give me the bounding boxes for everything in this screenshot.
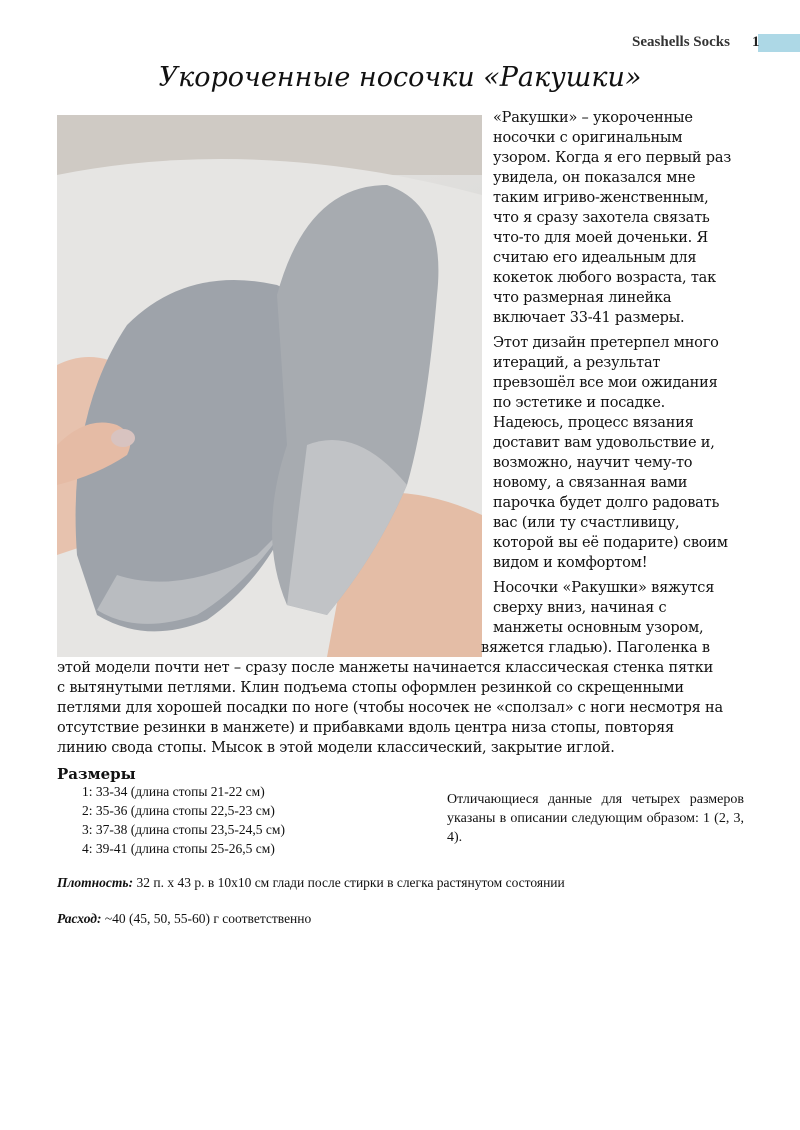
text-line: что размерная линейка [493,290,672,306]
text-line: носочки с оригинальным [493,130,683,146]
text-line: кокеток любого возраста, так [493,270,716,286]
text-line: по эстетике и посадке. [493,395,666,411]
text-line: что я сразу захотела связать [493,210,710,226]
text-line: парочка будет долго радовать [493,495,720,511]
text-line: этой модели почти нет – сразу после манжеты начинается классическая стенка пятки [57,660,714,676]
page-number: 1 [752,34,760,50]
text-line: вяжется гладью). Паголенка в [481,640,710,656]
text-line: что-то для моей доченьки. Я [493,230,708,246]
text-line: которой вы её подарите) своим [493,535,728,551]
sizes-note: Отличающиеся данные для четырех размеров указаны в описании следующим образом: 1 (2, 3, 4). [447,792,744,845]
text-line: «Ракушки» – укороченные [493,110,693,126]
text-line: возможно, научит чему-то [493,455,693,471]
yarn-value: ~40 (45, 50, 55-60) г соответственно [101,911,312,926]
text-line: таким игриво-женственным, [493,190,709,206]
text-line: линию свода стопы. Мысок в этой модели классический, закрытие иглой. [57,740,615,756]
text-line: отсутствие резинки в манжете) и прибавками вдоль центра низа стопы, повторяя [57,720,674,736]
yarn-line [57,911,311,927]
page-number-badge [742,34,800,52]
text-line: превзошёл все мои ожидания [493,375,718,391]
text-line: видом и комфортом! [493,555,648,571]
text-line: увидела, он показался мне [493,170,696,186]
text-line: с вытянутыми петлями. Клин подъема стопы оформлен резинкой со скрещенными [57,680,684,696]
text-line: петлями для хорошей посадки по ноге (чтобы носочек не «сползал» с ноги несмотря на [57,700,723,716]
page-title: Укороченные носочки «Ракушки» [158,62,642,93]
text-line: вас (или ту счастливицу, [493,515,680,531]
gauge-line [57,875,565,891]
text-line: доставит вам удовольствие и, [493,435,715,451]
text-line: новому, а связанная вами [493,475,688,491]
text-line: манжеты основным узором, [493,620,704,636]
text-line: Надеюсь, процесс вязания [493,415,694,431]
sizes-heading: Размеры [57,765,136,783]
size-item: 1: 33-34 (длина стопы 21-22 см) [82,784,265,799]
gauge-label: Плотность: [57,875,134,890]
text-line: считаю его идеальным для [493,250,697,266]
yarn-label: Расход: [57,911,102,926]
socks-photo [57,115,482,657]
text-line: Этот дизайн претерпел много [493,335,719,351]
text-line: Носочки «Ракушки» вяжутся [493,580,715,596]
size-item: 3: 37-38 (длина стопы 23,5-24,5 см) [82,822,285,837]
text-line: включает 33-41 размеры. [493,310,685,326]
size-item: 2: 35-36 (длина стопы 22,5-23 см) [82,803,275,818]
gauge-value: 32 п. х 43 р. в 10х10 см глади после стирки в слегка растянутом состоянии [133,875,565,890]
text-line: узором. Когда я его первый раз [493,150,732,166]
text-line: итераций, а результат [493,355,661,371]
size-item: 4: 39-41 (длина стопы 25-26,5 см) [82,841,275,856]
text-line: сверху вниз, начиная с [493,600,667,616]
running-header: Seashells Socks [632,34,730,50]
